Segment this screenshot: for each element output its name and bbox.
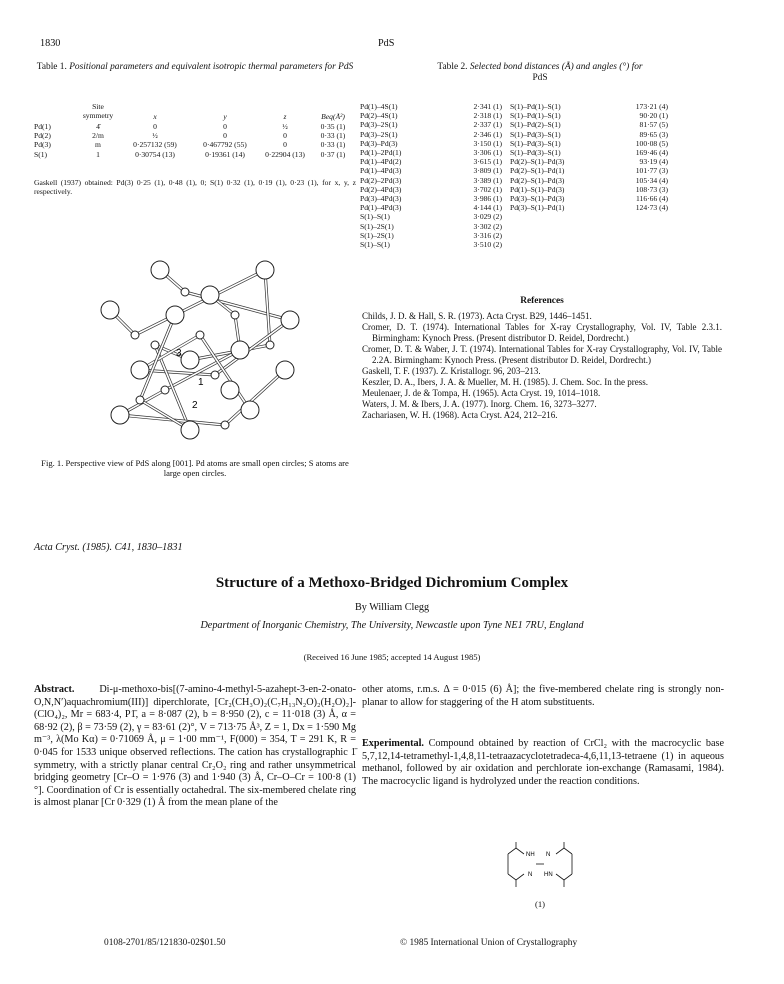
table2-bond: S(1)–Pd(2)–S(1) xyxy=(510,120,561,130)
s-atom xyxy=(131,361,149,379)
pd-atom xyxy=(151,341,159,349)
table1-cell-y: 0·19361 (14) xyxy=(205,149,245,159)
table2-value: 3·302 (2) xyxy=(473,221,502,231)
s-atom xyxy=(201,286,219,304)
table1-cell-site: 1 xyxy=(96,149,100,159)
table2-bond: S(1)–S(1) xyxy=(360,212,390,222)
table2-bond: Pd(1)–4Pd(2) xyxy=(360,157,402,167)
table2-value: 108·73 (3) xyxy=(635,184,668,194)
experimental-text: Compound obtained by reaction of CrCl₂ with the macrocyclic base 5,7,12,14-tetramethyl-1,4,8,11-tetraazacyclotetradeca-4,6,11,13-tetraene (1) in aqueous methanol, followed by air oxidation and perchlorate ion-exchange (Ramasami, 1984). The macrocyclic ligand is hydrolyzed under the reaction conditions. xyxy=(362,738,724,787)
table2-value: 101·77 (3) xyxy=(635,166,668,176)
pd-atom xyxy=(161,386,169,394)
table1-cell-b: 0·33 (1) xyxy=(320,131,346,141)
table2-value: 3·986 (1) xyxy=(473,194,502,204)
table2-bond: Pd(1)–S(1)–Pd(3) xyxy=(510,184,565,194)
table2-bond: Pd(2)–S(1)–Pd(3) xyxy=(510,175,565,185)
table2-value: 81·57 (5) xyxy=(639,120,668,130)
table2-bond: S(1)–2S(1) xyxy=(360,230,394,240)
table2-bond: Pd(3)–2S(1) xyxy=(360,129,398,139)
table2-value: 3·809 (1) xyxy=(473,166,502,176)
table2-value: 3·306 (1) xyxy=(473,148,502,158)
table1-header-site: Site symmetry xyxy=(82,102,114,121)
table2-row xyxy=(510,185,730,194)
table2-bond: Pd(2)–4S(1) xyxy=(360,111,398,121)
s-atom xyxy=(276,361,294,379)
table2-value: 2·318 (1) xyxy=(473,111,502,121)
pd-s-bond-inner xyxy=(135,270,265,335)
table1-row xyxy=(34,150,356,159)
table2-bond: Pd(2)–2Pd(3) xyxy=(360,175,402,185)
table1-cell-y: 0 xyxy=(223,122,227,131)
article-affiliation: Department of Inorganic Chemistry, The University, Newcastle upon Tyne NE1 7RU, England xyxy=(200,620,584,631)
reference-item: Zachariasen, W. H. (1968). Acta Cryst. A24, 212–216. xyxy=(362,410,558,421)
pd-s-bond-inner xyxy=(190,345,270,360)
s-atom xyxy=(101,301,119,319)
table2-row xyxy=(360,157,510,166)
table2-row xyxy=(510,157,730,166)
pds-structure-drawing xyxy=(80,240,320,450)
table1-cell-b: 0·33 (1) xyxy=(320,140,346,150)
abstract-label: Abstract. xyxy=(34,684,75,695)
table1-cell-site: m xyxy=(95,140,101,150)
pd-atom xyxy=(221,421,229,429)
table2-bond: Pd(3)–S(1)–Pd(1) xyxy=(510,203,565,213)
table1-cell-z: 0·22904 (13) xyxy=(265,149,305,159)
footer-issn: 0108-2701/85/121830-02$01.50 xyxy=(104,938,226,948)
table2-distances xyxy=(360,102,510,249)
table2-row xyxy=(360,148,510,157)
table2-bond: S(1)–Pd(3)–S(1) xyxy=(510,148,561,158)
table2-bond: Pd(1)–4Pd(3) xyxy=(360,203,402,213)
table1-cell-z: 0 xyxy=(283,140,287,150)
table1-cell-atom: Pd(2) xyxy=(34,131,51,141)
table1-header xyxy=(34,102,356,122)
pd-atom xyxy=(231,311,239,319)
table2-row xyxy=(510,111,730,120)
table1-row xyxy=(34,122,356,131)
table2-bond: Pd(1)–4Pd(3) xyxy=(360,166,402,176)
experimental-label: Experimental. xyxy=(362,738,424,749)
table2-row xyxy=(360,176,510,185)
table2-value: 3·389 (1) xyxy=(473,175,502,185)
references-list xyxy=(362,311,722,421)
compound-1-structure xyxy=(500,840,580,909)
table1-cell-b: 0·37 (1) xyxy=(320,149,346,159)
table1-cell-b: 0·35 (1) xyxy=(320,122,346,131)
table1-body xyxy=(34,122,356,159)
table2-row xyxy=(360,120,510,129)
table2-row xyxy=(360,231,510,240)
table2-row xyxy=(360,166,510,175)
nh-label-1: NH xyxy=(526,852,535,858)
table2-value: 3·702 (1) xyxy=(473,184,502,194)
table1-header-z: z xyxy=(283,112,287,121)
table1-cell-x: ½ xyxy=(152,131,158,141)
table2-bond: Pd(1)–2Pd(1) xyxy=(360,148,402,158)
table1-cell-y: 0 xyxy=(223,131,227,141)
table2-row xyxy=(360,130,510,139)
pd-atom xyxy=(266,341,274,349)
table2-angles xyxy=(510,102,730,249)
s-atom xyxy=(231,341,249,359)
table1-cell-y: 0·467792 (55) xyxy=(203,140,247,150)
table1-header-x: x xyxy=(153,112,157,121)
references-heading: References xyxy=(520,296,564,306)
table2-value: 90·20 (1) xyxy=(639,111,668,121)
pd-atom xyxy=(181,288,189,296)
reference-item: Cromer, D. T. (1974). International Tables for X-ray Crystallography, Vol. IV, Table 2.3.1. Birmingham: Kynoch Press. (Present distributor D. Reidel, Dordrecht.) xyxy=(362,322,722,344)
abstract-text: Di-μ-methoxo-bis[(7-amino-4-methyl-5-azahept-3-en-2-onato-O,N,N′)aquachromium(III)] diperchlorate, [Cr₂(CH₃O)₂(C₇H₁₃N₂O)₂(H₂O)₂]-(ClO₄)₂, Mr = 683·4, P1̄, a = 8·087 (2), b = 8·950 (2), c = 11·018 (3) Å, α = 68·92 (2), β = 73·59 (2), γ = 83·61 (2)°, V = 713·75 Å³, Z = 1, Dx = 1·590 Mg m⁻³, λ(Mo Kα) = 0·71069 Å, μ = 1·00 mm⁻¹, F(000) = 354, T = 291 K, R = 0·045 for 1533 unique observed reflections. The cation has crystallographic 1̄ symmetry, with a strictly planar central Cr₂O₂ ring and rather unsymmetrical bridging geometry [Cr–O = 1·976 (3) and 1·940 (3) Å, Cr–O–Cr = 100·8 (1)°]. Coordination of Cr is essentially octahedral. The six-membered chelate ring is almost planar [Cr 0·329 (1) Å from the mean plane of the xyxy=(34,684,356,809)
table2-caption: Table 2. Selected bond distances (Å) and angles (°) for PdS xyxy=(437,62,643,84)
table2 xyxy=(360,102,740,249)
pd-atom xyxy=(196,331,204,339)
table2-bond: S(1)–Pd(3)–S(1) xyxy=(510,129,561,139)
table2-row xyxy=(510,203,730,212)
atom-site-label: 1 xyxy=(198,377,204,388)
table2-value: 3·316 (2) xyxy=(473,230,502,240)
table2-value: 3·029 (2) xyxy=(473,212,502,222)
table2-row xyxy=(510,166,730,175)
table2-row xyxy=(360,212,510,221)
table2-row xyxy=(360,111,510,120)
hn-label: HN xyxy=(544,872,553,878)
footer-copyright: © 1985 International Union of Crystallography xyxy=(400,938,578,948)
pds-structure-figure xyxy=(80,240,320,450)
table2-row xyxy=(510,130,730,139)
experimental xyxy=(362,738,724,788)
table2-bond: Pd(2)–S(1)–Pd(3) xyxy=(510,157,565,167)
figure-caption: Fig. 1. Perspective view of PdS along [001]. Pd atoms are small open circles; S atoms are large open circles. xyxy=(41,458,349,479)
s-atom xyxy=(256,261,274,279)
table2-value: 3·615 (1) xyxy=(473,157,502,167)
table2-row xyxy=(360,139,510,148)
s-atom xyxy=(221,381,239,399)
article-citation: Acta Cryst. (1985). C41, 1830–1831 xyxy=(34,542,183,553)
s-atom xyxy=(181,351,199,369)
table2-value: 89·65 (3) xyxy=(639,129,668,139)
n-label-1: N xyxy=(546,852,551,858)
table1-note: Gaskell (1937) obtained: Pd(3) 0·25 (1), 0·48 (1), 0; S(1) 0·32 (1), 0·19 (1), 0·23 (1), for x, y, z respectively. xyxy=(34,178,356,197)
table1-cell-x: 0·30754 (13) xyxy=(135,149,175,159)
s-atom xyxy=(151,261,169,279)
table2-bond: Pd(3)–2S(1) xyxy=(360,120,398,130)
table2-value: 100·08 (5) xyxy=(635,138,668,148)
table2-bond: S(1)–Pd(1)–S(1) xyxy=(510,102,561,111)
s-atom xyxy=(241,401,259,419)
reference-item: Cromer, D. T. & Waber, J. T. (1974). International Tables for X-ray Crystallography, Vol. IV, Table 2.2A. Birmingham: Kynoch Press. (Present distributor D. Reidel, Dordrecht.) xyxy=(362,344,722,366)
s-atom xyxy=(281,311,299,329)
table2-row xyxy=(360,102,510,111)
abstract xyxy=(34,684,356,810)
reference-item: Childs, J. D. & Hall, S. R. (1973). Acta Cryst. B29, 1446–1451. xyxy=(362,311,592,322)
atom-site-label: 2 xyxy=(192,400,198,411)
table2-row xyxy=(510,139,730,148)
table1-cell-x: 0·257132 (59) xyxy=(133,140,177,150)
table2-value: 2·346 (1) xyxy=(473,129,502,139)
table2-value: 4·144 (1) xyxy=(473,203,502,213)
pd-atom xyxy=(211,371,219,379)
table2-value: 3·150 (1) xyxy=(473,138,502,148)
reference-item: Keszler, D. A., Ibers, J. A. & Mueller, M. H. (1985). J. Chem. Soc. In the press. xyxy=(362,377,648,388)
table1-cell-atom: Pd(3) xyxy=(34,140,51,150)
table2-row xyxy=(510,120,730,129)
table2-row xyxy=(360,240,510,249)
table1-cell-x: 0 xyxy=(153,122,157,131)
table2-bond: S(1)–Pd(3)–S(1) xyxy=(510,138,561,148)
table2-bond: Pd(1)–4S(1) xyxy=(360,102,398,111)
table2-bond: S(1)–S(1) xyxy=(360,240,390,250)
table2-value: 93·19 (4) xyxy=(639,157,668,167)
table1-row xyxy=(34,131,356,140)
n-label-2: N xyxy=(528,872,533,878)
table2-row xyxy=(360,203,510,212)
table2-row xyxy=(360,194,510,203)
table2-bond: S(1)–2S(1) xyxy=(360,221,394,231)
table2-bond: S(1)–Pd(1)–S(1) xyxy=(510,111,561,121)
pd-atom xyxy=(136,396,144,404)
atom-site-label: 3 xyxy=(176,348,182,359)
table1-caption: Table 1. Positional parameters and equivalent isotropic thermal parameters for PdS xyxy=(36,62,354,72)
table2-bond: Pd(2)–S(1)–Pd(1) xyxy=(510,166,565,176)
references xyxy=(362,296,722,421)
table2-row xyxy=(360,185,510,194)
table2-value: 116·66 (4) xyxy=(636,194,668,204)
table2-value: 105·34 (4) xyxy=(635,175,668,185)
article-received: (Received 16 June 1985; accepted 14 August 1985) xyxy=(303,652,481,662)
table2-value: 3·510 (2) xyxy=(473,240,502,250)
table2-bond: Pd(2)–4Pd(3) xyxy=(360,184,402,194)
page-number: 1830 xyxy=(40,38,61,49)
s-atom xyxy=(181,421,199,439)
table2-row xyxy=(360,222,510,231)
table1-header-beq: Beq(Å²) xyxy=(321,112,345,121)
table2-value: 2·337 (1) xyxy=(473,120,502,130)
table2-bond: Pd(3)–Pd(3) xyxy=(360,138,398,148)
article-byline: By William Clegg xyxy=(354,602,430,613)
table1-cell-z: ½ xyxy=(282,122,288,131)
macrocycle-drawing xyxy=(500,840,580,890)
col2-continuation: other atoms, r.m.s. Δ = 0·015 (6) Å]; the five-membered chelate ring is strongly non-planar to allow for staggering of the H atom substituents. xyxy=(362,684,724,708)
table1-row xyxy=(34,140,356,149)
table2-value: 2·341 (1) xyxy=(473,102,502,111)
reference-item: Meulenaer, J. de & Tompa, H. (1965). Acta Cryst. 19, 1014–1018. xyxy=(362,388,601,399)
running-title: PdS xyxy=(378,38,395,49)
table1-cell-site: 2/m xyxy=(92,131,104,141)
table2-row xyxy=(510,148,730,157)
article-title: Structure of a Methoxo-Bridged Dichromium Complex xyxy=(215,575,569,591)
table2-row xyxy=(510,194,730,203)
s-atom xyxy=(111,406,129,424)
reference-item: Gaskell, T. F. (1937). Z. Kristallogr. 96, 203–213. xyxy=(362,366,541,377)
s-atom xyxy=(166,306,184,324)
table1-cell-atom: Pd(1) xyxy=(34,122,51,131)
pd-atom xyxy=(131,331,139,339)
table1-cell-site: 4̄ xyxy=(96,122,100,131)
table2-value: 169·46 (4) xyxy=(635,148,668,158)
compound-1-label: (1) xyxy=(534,899,546,909)
table2-bond: Pd(3)–S(1)–Pd(3) xyxy=(510,194,565,204)
table1-cell-z: 0 xyxy=(283,131,287,141)
table2-value: 124·73 (4) xyxy=(635,203,668,213)
reference-item: Waters, J. M. & Ibers, J. A. (1977). Inorg. Chem. 16, 3273–3277. xyxy=(362,399,597,410)
table1-cell-atom: S(1) xyxy=(34,149,48,159)
table2-row xyxy=(510,102,730,111)
table1 xyxy=(34,102,356,159)
table2-value: 173·21 (4) xyxy=(635,102,668,111)
table2-row xyxy=(510,176,730,185)
table1-header-y: y xyxy=(223,112,227,121)
table2-bond: Pd(3)–4Pd(3) xyxy=(360,194,402,204)
